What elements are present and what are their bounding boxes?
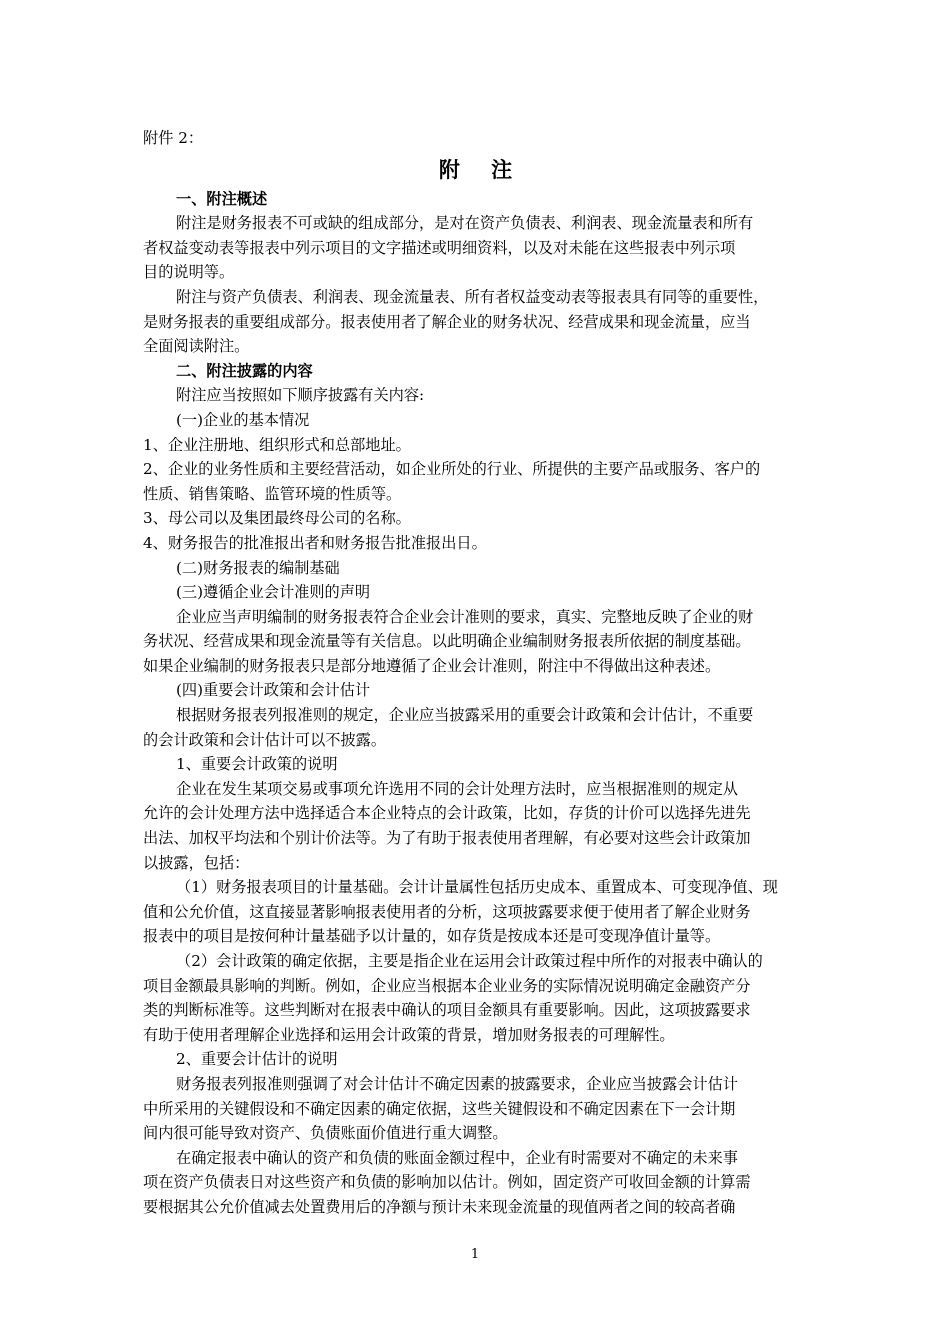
body-text-line: 附注应当按照如下顺序披露有关内容: — [176, 386, 425, 405]
body-text-line: 附注与资产负债表、利润表、现金流量表、所有者权益变动表等报表具有同等的重要性， — [176, 287, 769, 306]
body-text-line: 务状况、经营成果和现金流量等有关信息。以此明确企业编制财务报表所依据的制度基础。 — [143, 632, 751, 651]
subsection-heading: 1、重要会计政策的说明 — [176, 755, 338, 774]
subsection-heading: (一)企业的基本情况 — [176, 410, 310, 429]
section-heading: 二、附注披露的内容 — [176, 361, 313, 380]
body-text-line: （2）会计政策的确定依据，主要是指企业在运用会计政策过程中所作的对报表中确认的 — [176, 952, 763, 970]
document-title: 附 注 — [438, 156, 525, 182]
body-text-line: 允许的会计处理方法中选择适合本企业特点的会计政策，比如，存货的计价可以选择先进先 — [143, 804, 751, 823]
list-item: 4、财务报告的批准报出者和财务报告批准报出日。 — [143, 533, 487, 552]
body-text-line: 要根据其公允价值减去处置费用后的净额与预计未来现金流量的现值两者之间的较高者确 — [143, 1197, 736, 1216]
body-text-line: 有助于使用者理解企业选择和运用会计政策的背景，增加财务报表的可理解性。 — [143, 1025, 675, 1044]
body-text-line: 附注是财务报表不可或缺的组成部分，是对在资产负债表、利润表、现金流量表和所有 — [176, 214, 754, 233]
body-text-line: 值和公允价值，这直接显著影响报表使用者的分析，这项披露要求便于使用者了解企业财务 — [143, 902, 751, 921]
body-text-line: 企业应当声明编制的财务报表符合企业会计准则的要求，真实、完整地反映了企业的财 — [176, 607, 754, 626]
body-text-line: 全面阅读附注。 — [143, 337, 250, 356]
body-text-line: 项在资产负债表日对这些资产和负债的影响加以估计。例如，固定资产可收回金额的计算需 — [143, 1173, 751, 1192]
body-text-line: 如果企业编制的财务报表只是部分地遵循了企业会计准则，附注中不得做出这种表述。 — [143, 656, 721, 675]
section-heading: 一、附注概述 — [176, 189, 268, 208]
body-text-line: 目的说明等。 — [143, 263, 235, 282]
body-text-line: 出法、加权平均法和个别计价法等。为了有助于报表使用者理解，有必要对这些会计政策加 — [143, 829, 751, 848]
body-text-line: 以披露，包括： — [143, 853, 250, 872]
body-text-line: 根据财务报表列报准则的规定，企业应当披露采用的重要会计政策和会计估计，不重要 — [176, 706, 754, 725]
body-text-line: 者权益变动表等报表中列示项目的文字描述或明细资料，以及对未能在这些报表中列示项 — [143, 238, 736, 257]
page-number: 1 — [470, 1247, 480, 1262]
subsection-heading: (三)遵循企业会计准则的声明 — [176, 583, 371, 602]
list-item: 1、企业注册地、组织形式和总部地址。 — [143, 435, 411, 454]
subsection-heading: 2、重要会计估计的说明 — [176, 1050, 338, 1069]
body-text-line: 间内很可能导致对资产、负债账面价值进行重大调整。 — [143, 1124, 508, 1143]
body-text-line: 企业在发生某项交易或事项允许选用不同的会计处理方法时，应当根据准则的规定从 — [176, 779, 738, 798]
body-text-line: 的会计政策和会计估计可以不披露。 — [143, 730, 386, 749]
body-text-line: 是财务报表的重要组成部分。报表使用者了解企业的财务状况、经营成果和现金流量，应当 — [143, 312, 751, 331]
body-text-line: 类的判断标准等。这些判断对在报表中确认的项目金额具有重要影响。因此，这项披露要求 — [143, 1001, 751, 1020]
body-text-line: （1）财务报表项目的计量基础。会计计量属性包括历史成本、重置成本、可变现净值、现 — [176, 878, 778, 897]
attachment-label: 附件 2： — [143, 129, 204, 147]
body-text-line: 财务报表列报准则强调了对会计估计不确定因素的披露要求，企业应当披露会计估计 — [176, 1074, 738, 1093]
body-text-line: 在确定报表中确认的资产和负债的账面金额过程中，企业有时需要对不确定的未来事 — [176, 1148, 738, 1167]
body-text-line: 中所采用的关键假设和不确定因素的确定依据，这些关键假设和不确定因素在下一会计期 — [143, 1099, 736, 1118]
subsection-heading: (二)财务报表的编制基础 — [176, 558, 340, 577]
body-text-line: 项目金额最具影响的判断。例如，企业应当根据本企业业务的实际情况说明确定金融资产分 — [143, 976, 751, 995]
body-text-line: 报表中的项目是按何种计量基础予以计量的，如存货是按成本还是可变现净值计量等。 — [143, 927, 721, 946]
list-item: 性质、销售策略、监管环境的性质等。 — [143, 484, 402, 503]
document-body — [143, 126, 808, 1220]
text-lines — [143, 187, 808, 1220]
subsection-heading: (四)重要会计政策和会计估计 — [176, 681, 371, 700]
list-item: 3、母公司以及集团最终母公司的名称。 — [143, 509, 411, 528]
list-item: 2、企业的业务性质和主要经营活动，如企业所处的行业、所提供的主要产品或服务、客户的 — [143, 460, 761, 479]
